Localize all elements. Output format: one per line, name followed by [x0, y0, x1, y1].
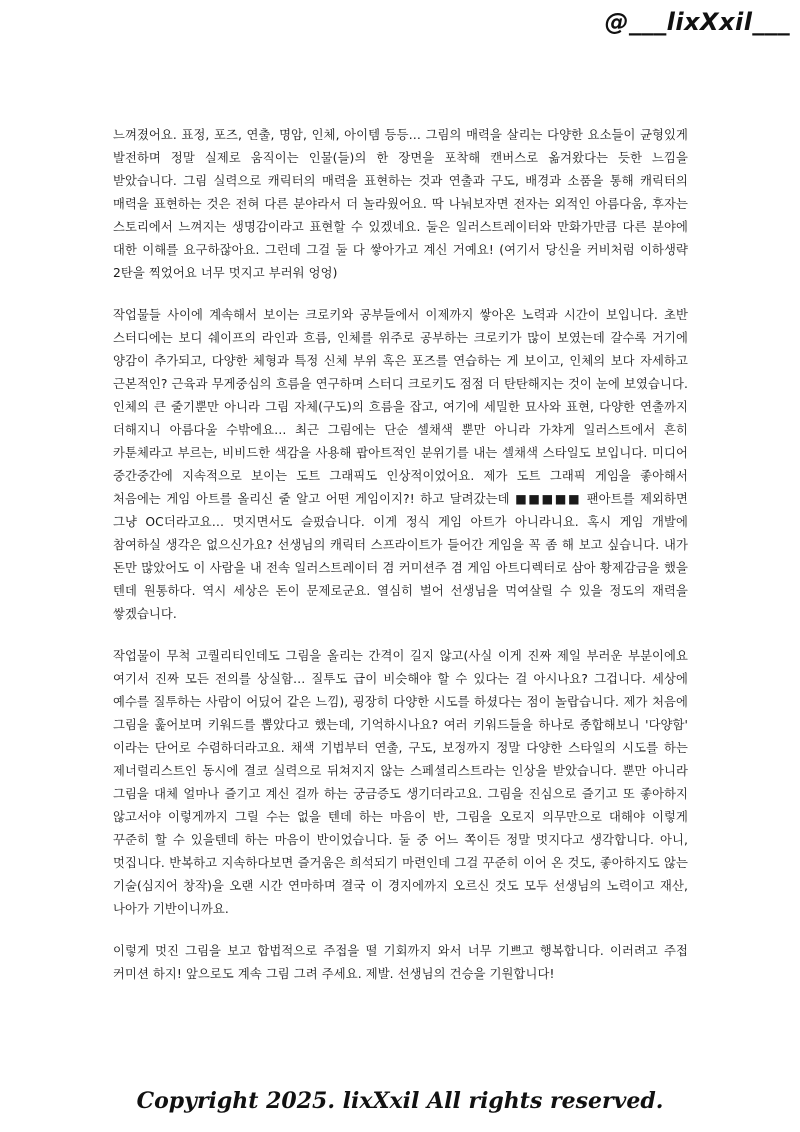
paragraph: 느껴졌어요. 표정, 포즈, 연출, 명암, 인체, 아이템 등등… 그림의 매력을 살리는 다양한 요소들이 균형있게 발전하며 정말 실제로 움직이는 인물(들)의 한 장면을 포착해 캔버스로 옮겨왔다는 듯한 느낌을 받았습니다. 그림 실력으로 캐릭터의 매력을 표현하는 것과 연출과 구도, 배경과 소품을 통해 캐릭터의 매력을 표현하는 것은 전혀 다른 분야라서 더 놀라웠어요. 딱 나눠보자면 전자는 외적인 아름다움, 후자는 스토리에서 느껴지는 생명감이라고 표현할 수 있겠네요. 둘은 일러스트레이터와 만화가만큼 다른 분야에 대한 이해를 요구하잖아요. 그런데 그걸 둘 다 쌓아가고 계신 거예요! (여기서 당신을 커비처럼 이하생략 2탄을 찍었어요 너무 멋지고 부러워 엉엉) — [113, 128, 688, 280]
paragraph: 이렇게 멋진 그림을 보고 합법적으로 주접을 떨 기회까지 와서 너무 기쁘고 행복합니다. 이러려고 주접 커미션 하지! 앞으로도 계속 그림 그려 주세요. 제발. 선생님의 건승을 기원합니다! — [113, 944, 688, 981]
copyright-footer: Copyright 2025. lixXxil All rights reserved. — [136, 1088, 664, 1114]
paragraph: 작업물들 사이에 계속해서 보이는 크로키와 공부들에서 이제까지 쌓아온 노력과 시간이 보입니다. 초반 스터디에는 보디 쉐이프의 라인과 흐름, 인체를 위주로 공부하는 크로키가 많이 보였는데 갈수록 거기에 양감이 추가되고, 다양한 체형과 특정 신체 부위 혹은 포즈를 연습하는 게 보이고, 인체의 보다 자세하고 근본적인? 근육과 무게중심의 흐름을 연구하며 스터디 크로키도 점점 더 탄탄해지는 것이 눈에 보였습니다. 인체의 큰 줄기뿐만 아니라 그림 자체(구도)의 흐름을 잡고, 여기에 세밀한 묘사와 표현, 다양한 연출까지 더해지니 아름다울 수밖에요… 최근 그림에는 단순 셀채색 뿐만 아니라 가챠게 일러스트에서 흔히 카툰체라고 부르는, 비비드한 색감을 사용해 팝아트적인 분위기를 내는 셀채색 스타일도 보입니다. 미디어 중간중간에 지속적으로 보이는 도트 그래픽도 인상적이었어요. 제가 도트 그래픽 게임을 좋아해서 처음에는 게임 아트를 올리신 줄 알고 어떤 게임이지?! 하고 달려갔는데 ■■■■■ 팬아트를 제외하면 그냥 OC더라고요… 멋지면서도 슬펐습니다. 이게 정식 게임 아트가 아니라니요. 혹시 게임 개발에 참여하실 생각은 없으신가요? 선생님의 캐릭터 스프라이트가 들어간 게임을 꼭 좀 해 보고 싶습니다. 내가 돈만 많았어도 이 사람을 내 전속 일러스트레이터 겸 커미션주 겸 게임 아트디렉터로 삼아 황제감금을 했을 텐데 원통하다. 역시 세상은 돈이 문제로군요. 열심히 벌어 선생님을 먹여살릴 수 있을 정도의 재력을 쌓겠습니다. — [113, 308, 688, 621]
document-body — [113, 124, 688, 1005]
author-handle: @___lixXxil___ — [604, 8, 790, 36]
paragraph: 작업물이 무척 고퀄리티인데도 그림을 올리는 간격이 길지 않고(사실 이게 진짜 제일 부러운 부분이에요 여기서 진짜 모든 전의를 상실함… 질투도 급이 비슷해야 할 수 있다는 걸 아시나요? 그겁니다. 세상에 예수를 질투하는 사람이 어딨어 같은 느낌), 굉장히 다양한 시도를 하셨다는 점이 놀랍습니다. 제가 처음에 그림을 훑어보며 키워드를 뽑았다고 했는데, 기억하시나요? 여러 키워드들을 하나로 종합해보니 '다양함' 이라는 단어로 수렴하더라고요. 채색 기법부터 연출, 구도, 보정까지 정말 다양한 스타일의 시도를 하는 제너럴리스트인 동시에 결코 실력으로 뒤쳐지지 않는 스페셜리스트라는 인상을 받았습니다. 뿐만 아니라 그림을 대체 얼마나 즐기고 계신 걸까 하는 궁금증도 생기더라고요. 그림을 진심으로 즐기고 또 좋아하지 않고서야 이렇게까지 그릴 수는 없을 텐데 하는 마음이 반, 그림을 오로지 의무만으로 대해야 이렇게 꾸준히 할 수 있을텐데 하는 마음이 반이었습니다. 둘 중 어느 쪽이든 정말 멋지다고 생각합니다. 아니, 멋집니다. 반복하고 지속하다보면 즐거움은 희석되기 마련인데 그걸 꾸준히 이어 온 것도, 좋아하지도 않는 기술(심지어 창작)을 오랜 시간 연마하며 결국 이 경지에까지 오르신 것도 모두 선생님의 노력이고 재산, 나아가 기반이니까요. — [113, 649, 688, 916]
